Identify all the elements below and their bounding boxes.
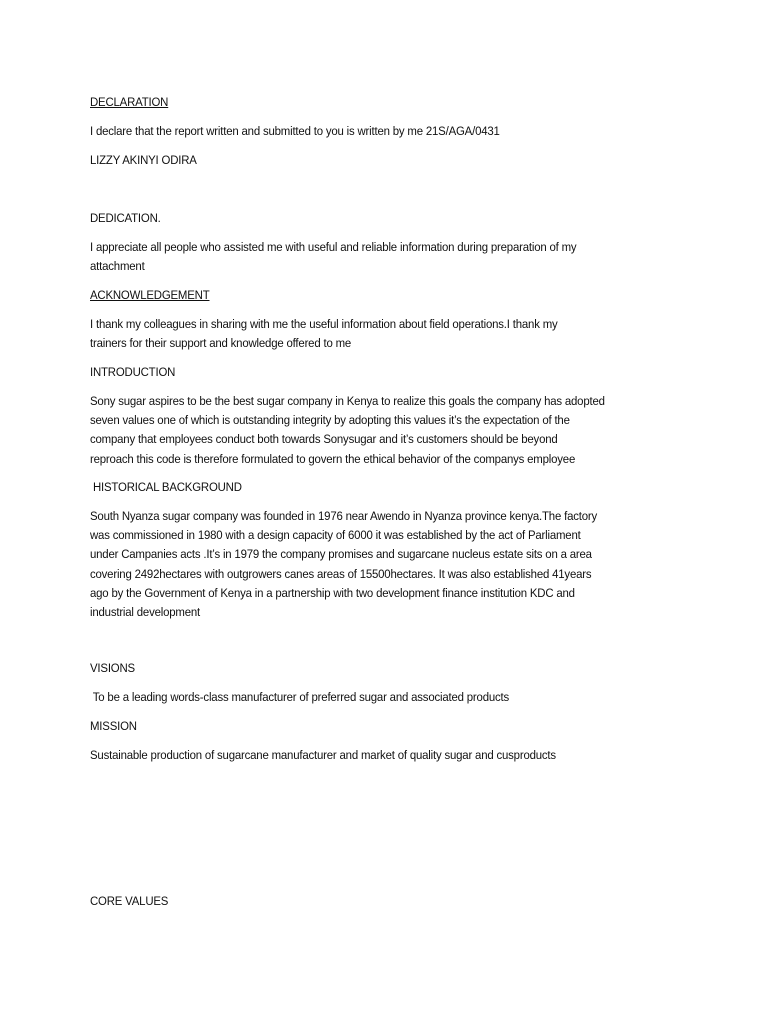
introduction-line: company that employees conduct both towards Sonysugar and it’s customers should be beyond — [90, 432, 558, 447]
historical-line: industrial development — [90, 605, 201, 620]
declaration-heading: DECLARATION — [90, 95, 169, 109]
dedication-heading: DEDICATION. — [90, 211, 161, 225]
acknowledgement-paragraph — [90, 315, 660, 353]
acknowledgement-line: trainers for their support and knowledge offered to me — [90, 336, 352, 351]
visions-text: To be a leading words-class manufacturer of preferred sugar and associated products — [90, 690, 510, 704]
historical-line: was commissioned in 1980 with a design capacity of 6000 it was established by the act of Parliament — [90, 528, 581, 543]
acknowledgement-line: I thank my colleagues in sharing with me the useful information about field operations.I thank my — [90, 317, 558, 331]
historical-line: covering 2492hectares with outgrowers canes areas of 15500hectares. It was also established 41years — [90, 566, 592, 581]
historical-line: ago by the Government of Kenya in a partnership with two development finance institution KDC and — [90, 585, 575, 600]
declaration-text: I declare that the report written and submitted to you is written by me 21S/AGA/0431 — [90, 124, 500, 138]
dedication-paragraph — [90, 238, 660, 276]
introduction-paragraph — [90, 392, 660, 469]
introduction-line: Sony sugar aspires to be the best sugar company in Kenya to realize this goals the company has adopted — [90, 394, 605, 408]
visions-heading: VISIONS — [90, 661, 135, 675]
mission-heading: MISSION — [90, 719, 137, 733]
historical-background-paragraph — [90, 507, 660, 622]
mission-text: Sustainable production of sugarcane manufacturer and market of quality sugar and cusproducts — [90, 748, 556, 762]
historical-line: under Campanies acts .It’s in 1979 the company promises and sugarcane nucleus estate sits on a area — [90, 547, 592, 562]
dedication-line: attachment — [90, 259, 145, 274]
introduction-line: reproach this code is therefore formulated to govern the ethical behavior of the companys employee — [90, 451, 576, 466]
historical-line: South Nyanza sugar company was founded in 1976 near Awendo in Nyanza province kenya.The factory — [90, 509, 598, 523]
introduction-line: seven values one of which is outstanding integrity by adopting this values it’s the expectation of the — [90, 413, 570, 428]
author-name: LIZZY AKINYI ODIRA — [90, 153, 197, 167]
introduction-heading: INTRODUCTION — [90, 365, 176, 379]
core-values-heading: CORE VALUES — [90, 894, 169, 908]
historical-background-heading: HISTORICAL BACKGROUND — [90, 480, 242, 494]
dedication-line: I appreciate all people who assisted me with useful and reliable information during preparation of my — [90, 240, 577, 254]
acknowledgement-heading: ACKNOWLEDGEMENT — [90, 288, 210, 302]
